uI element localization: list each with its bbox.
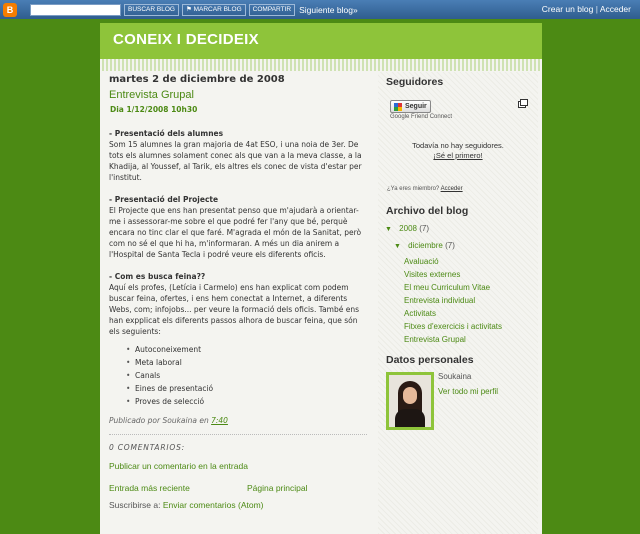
blogger-logo-icon[interactable]: B	[3, 3, 17, 17]
pager	[109, 483, 367, 493]
search-blog-button[interactable]: BUSCAR BLOG	[124, 4, 179, 16]
navbar-right	[542, 4, 631, 14]
archive-post-link[interactable]: Activitats	[404, 309, 437, 318]
steps-list	[135, 343, 367, 408]
next-blog-link[interactable]: Siguiente blog»	[299, 4, 358, 15]
list-item: • Eines de presentació	[135, 382, 367, 395]
comments-count: 0 COMENTARIOS:	[109, 443, 185, 452]
blog-title[interactable]: CONEIX I DECIDEIX	[113, 31, 259, 48]
no-followers-message	[378, 141, 538, 161]
post-time-link[interactable]: 7:40	[211, 416, 228, 425]
collapse-triangle-icon[interactable]: ▼	[394, 243, 401, 250]
sidebar	[378, 72, 538, 534]
member-row	[387, 186, 538, 192]
section-heading: - Presentació dels alumnes	[109, 129, 224, 138]
list-item: • Proves de selecció	[135, 395, 367, 408]
collapse-triangle-icon[interactable]: ▼	[385, 226, 392, 233]
navbar-separator: |	[595, 4, 598, 14]
create-blog-link[interactable]: Crear un blog	[541, 4, 594, 14]
member-login-link[interactable]: Acceder	[440, 186, 463, 192]
publish-comment-link[interactable]: Publicar un comentario en la entrada	[109, 461, 248, 471]
blog-container	[100, 23, 542, 534]
blog-header	[100, 23, 542, 59]
archive-title: Archivo del blog	[386, 205, 469, 217]
post-subtitle: Dia 1/12/2008 10h30	[110, 105, 198, 114]
archive-year	[385, 224, 538, 233]
flag-blog-label: MARCAR BLOG	[193, 5, 242, 13]
section-heading: - Com es busca feina??	[109, 272, 206, 281]
section-heading: - Presentació del Projecte	[109, 195, 219, 204]
blogger-navbar	[0, 0, 640, 19]
followers-title: Seguidores	[386, 76, 444, 88]
profile-name: Soukaina	[438, 372, 472, 381]
subscribe-row	[109, 500, 367, 510]
post-footer	[109, 416, 367, 435]
expand-icon[interactable]	[518, 101, 526, 108]
archive-post-link[interactable]: Visites externes	[404, 270, 461, 279]
login-link[interactable]: Acceder	[599, 4, 631, 14]
follow-button-label: Seguir	[405, 103, 427, 110]
archive-year-count: (7)	[419, 224, 429, 233]
section-paragraph: Aquí els profes, (Letícia i Carmelo) ens han explicat com podem buscar feina, ofertes, i ens hem conectat a Internet, a diferents Webs, com; infojobs... per veure la formació dels oficis. També ens han expplicat els diferents passos alhora de buscar feina, que són els seguients:	[109, 283, 360, 336]
archive-post-list	[404, 255, 538, 346]
flag-icon: ⚑	[185, 5, 194, 13]
list-item: • Meta laboral	[135, 356, 367, 369]
follow-button[interactable]	[390, 100, 431, 113]
post-date: martes 2 de diciembre de 2008	[109, 74, 285, 85]
subscribe-atom-link[interactable]: Enviar comentarios (Atom)	[162, 500, 264, 510]
be-first-link[interactable]: ¡Sé el primero!	[433, 151, 483, 160]
home-link[interactable]: Página principal	[247, 483, 308, 493]
avatar-photo	[389, 375, 431, 427]
avatar-face	[403, 387, 417, 404]
avatar[interactable]	[386, 372, 434, 430]
archive-month-count: (7)	[445, 241, 455, 250]
archive-post-link[interactable]: Avaluació	[404, 257, 439, 266]
no-followers-text: Todavía no hay seguidores.	[412, 141, 504, 150]
archive-year-link[interactable]: 2008	[399, 224, 417, 233]
list-item: • Canals	[135, 369, 367, 382]
gfc-label: Google Friend Connect	[390, 114, 453, 120]
member-label: ¿Ya eres miembro?	[387, 186, 440, 192]
section-paragraph: El Projecte que ens han presentat penso que m'ajudarà a orientar-me i assessorar-me sobre el que podré fer l'any que bé, perquè encara no tinc clar el que faré. M'agrada el món de la Sanitat, però com no sé el que hi ha, m'informaran. A més un dia anirem a l'Hospital de Santa Tecla i podré veure els diferents oficis.	[109, 206, 362, 259]
subscribe-label: Suscribirse a:	[109, 500, 161, 510]
archive-post-link[interactable]: Entrevista individual	[404, 296, 476, 305]
archive-month-link[interactable]: diciembre	[408, 241, 443, 250]
newer-post-link[interactable]: Entrada más reciente	[109, 483, 190, 493]
share-button[interactable]: COMPARTIR	[249, 4, 295, 16]
archive-month	[394, 241, 538, 250]
archive-post-link[interactable]: Entrevista Grupal	[404, 335, 466, 344]
flag-blog-button[interactable]	[182, 4, 246, 16]
profile-link[interactable]: Ver todo mi perfil	[438, 387, 499, 396]
header-divider	[100, 59, 542, 71]
google-icon	[394, 103, 402, 111]
followers-widget	[390, 100, 538, 120]
list-item: • Autoconeixement	[135, 343, 367, 356]
main-column	[109, 72, 367, 510]
archive-post-link[interactable]: Fitxes d'exercicis i activitats	[404, 322, 502, 331]
section-paragraph: Som 15 alumnes la gran majoria de 4at ESO, i una noia de 3er. De tots els alumnes solament conec als que van a la meva classe, a la Khadija, al Youssef, al Tarik, els altres els conec de vista d'estar per l'institut.	[109, 140, 362, 182]
avatar-body	[395, 409, 425, 427]
post-author: Publicado por Soukaina en	[109, 416, 209, 425]
post-title[interactable]: Entrevista Grupal	[109, 89, 194, 101]
archive-post-link[interactable]: El meu Curriculum Vitae	[404, 283, 491, 292]
search-input[interactable]	[30, 4, 121, 16]
profile-title: Datos personales	[386, 354, 474, 366]
post-body	[109, 128, 367, 408]
profile-widget	[386, 372, 538, 432]
